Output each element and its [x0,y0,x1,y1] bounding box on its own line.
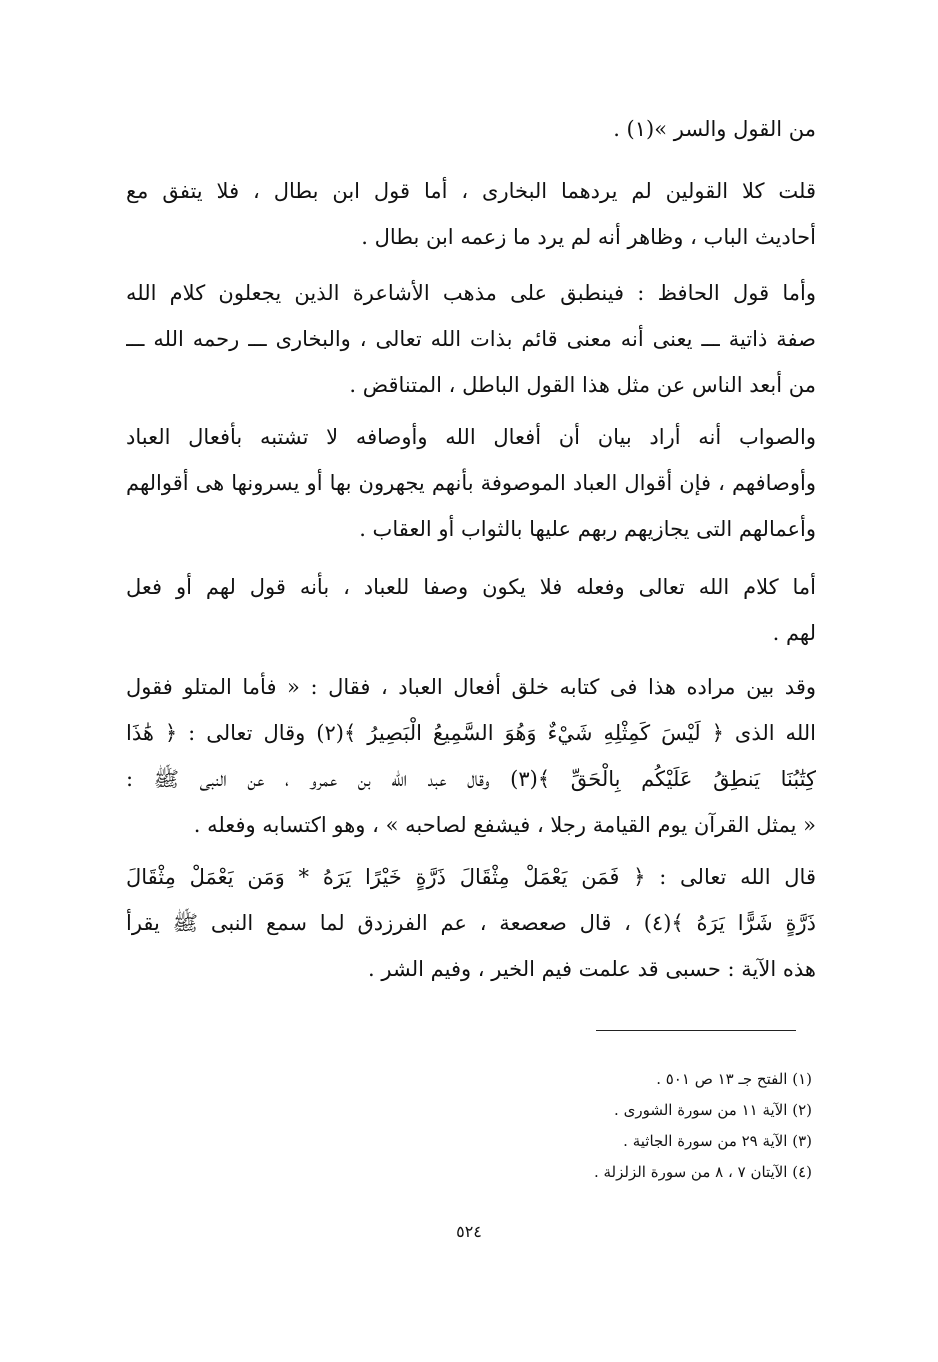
text-line: قلت كلا القولين لم يردهما البخارى ، أما قول ابن بطال ، فلا يتفق مع [126,179,816,203]
text-line: أحاديث الباب ، وظاهر أنه لم يرد ما زعمه ابن بطال . [361,225,816,249]
paragraph-3 [126,270,816,408]
text-line: هذه الآية : حسبى قد علمت فيم الخير ، وفيم الشر . [368,957,816,981]
text-line: قال الله تعالى : ﴿ فَمَن يَعْمَلْ مِثْقَالَ ذَرَّةٍ خَيْرًا يَرَهُ * وَمَن يَعْمَلْ مِثْقَالَ [126,865,816,889]
footnote-3: (٣) الآية ٢٩ من سورة الجاثية . [623,1132,812,1150]
paragraph-1 [126,106,816,152]
text-line: وقد بين مراده هذا فى كتابه خلق أفعال العباد ، فقال : « فأما المتلو فقول [126,675,816,699]
text-line: من أبعد الناس عن مثل هذا القول الباطل ، المتناقض . [349,373,816,397]
footnote-4: (٤) الآيتان ٧ ، ٨ من سورة الزلزلة . [593,1163,812,1181]
text-line: لهم . [772,621,816,645]
footnote-divider [596,1030,796,1031]
page-number: ٥٢٤ [456,1222,482,1241]
text-line: وأعمالهم التى يجازيهم ربهم عليها بالثواب أو العقاب . [359,517,816,541]
paragraph-7 [126,854,816,992]
paragraph-2 [126,168,816,260]
text-line: والصواب أنه أراد بيان أن أفعال الله وأوصافه لا تشتبه بأفعال العباد [126,425,816,449]
paragraph-4 [126,414,816,552]
text-line: كِتَٰبُنَا يَنطِقُ عَلَيْكُم بِالْحَقِّ ﴾(٣) وقال عبد الله بن عمرو ، عن النبى ﷺ : [126,767,816,791]
text-line: صفة ذاتية ـــ يعنى أنه معنى قائم بذات الله تعالى ، والبخارى ـــ رحمه الله ـــ [126,327,816,351]
text-line: أما كلام الله تعالى وفعله فلا يكون وصفا للعباد ، بأنه قول لهم أو فعل [126,575,816,599]
text-line: من القول والسر »(١) . [613,117,816,141]
text-line: ذَرَّةٍ شَرًّا يَرَهُ ﴾(٤) ، قال صعصعة ، عم الفرزدق لما سمع النبى ﷺ يقرأ [126,911,816,935]
footnote-1: (١) الفتح جـ ١٣ ص ٥٠١ . [656,1070,812,1088]
footnotes [300,1064,812,1188]
text-line: الله الذى ﴿ لَيْسَ كَمِثْلِهِ شَيْءٌ وَهُوَ السَّمِيعُ الْبَصِيرُ ﴾(٢) وقال تعالى : ﴿ هَٰذَا [126,721,816,745]
text-line: « يمثل القرآن يوم القيامة رجلا ، فيشفع لصاحبه » ، وهو اكتسابه وفعله . [193,813,816,837]
paragraph-5 [126,564,816,656]
paragraph-6 [126,664,816,848]
text-line: وأوصافهم ، فإن أقوال العباد الموصوفة بأنهم يجهرون بها أو يسرونها هى أقوالهم [126,471,816,495]
text-line: وأما قول الحافظ : فينطبق على مذهب الأشاعرة الذين يجعلون كلام الله [126,281,816,305]
footnote-2: (٢) الآية ١١ من سورة الشورى . [614,1101,812,1119]
